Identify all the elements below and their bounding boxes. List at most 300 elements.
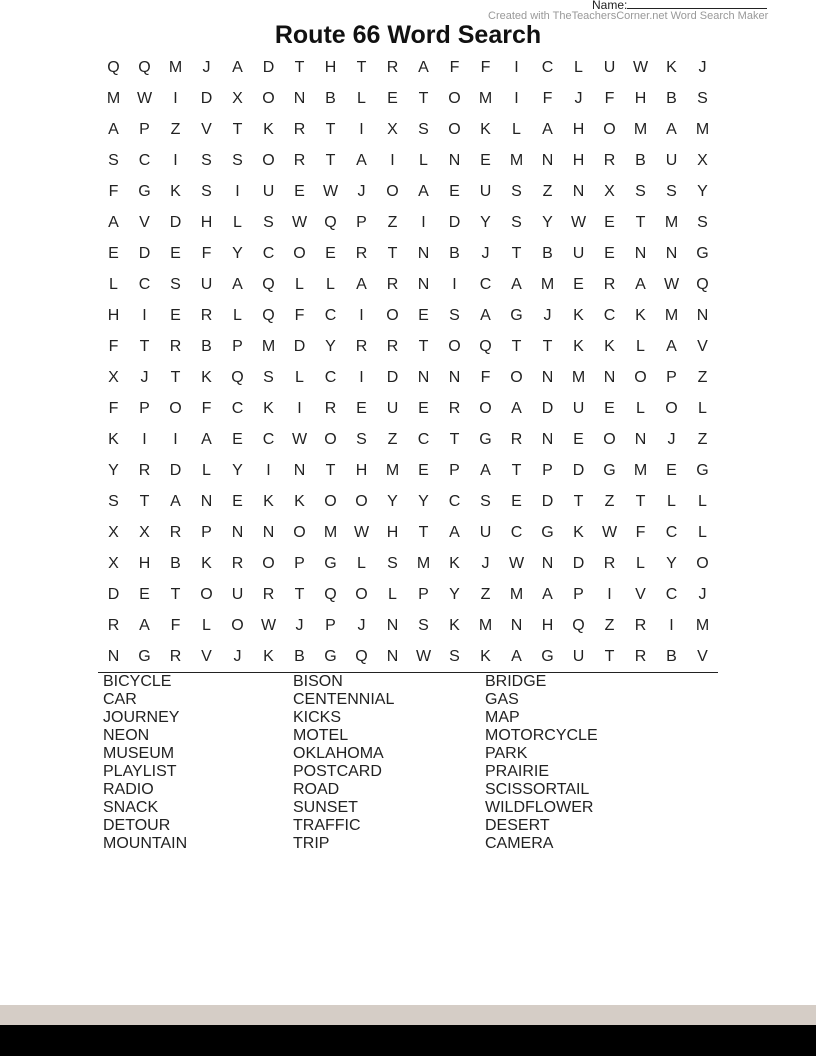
word-list-item: TRIP (293, 835, 330, 852)
grid-letter: Y (387, 492, 398, 510)
grid-letter: G (324, 554, 337, 572)
grid-letter: I (452, 275, 457, 293)
grid-letter: M (633, 461, 648, 479)
grid-letter: C (324, 368, 337, 386)
grid-letter: C (262, 430, 275, 448)
grid-letter: R (386, 275, 399, 293)
grid-letter: Q (696, 275, 709, 293)
grid-letter: A (511, 275, 522, 293)
grid-letter: V (635, 585, 646, 603)
grid-letter: N (386, 616, 399, 634)
grid-letter: S (201, 151, 212, 169)
grid-letter: U (572, 244, 585, 262)
grid-letter: O (448, 89, 461, 107)
grid-letter: N (417, 275, 430, 293)
grid-letter: T (542, 337, 553, 355)
grid-letter: T (387, 244, 398, 262)
grid-letter: G (541, 647, 554, 665)
grid-letter: K (263, 399, 274, 417)
grid-letter: F (635, 523, 646, 541)
grid-letter: U (572, 399, 585, 417)
grid-letter: N (293, 461, 306, 479)
word-list-item: MAP (485, 709, 520, 726)
grid-letter: I (266, 461, 271, 479)
grid-letter: U (386, 399, 399, 417)
grid-letter: I (607, 585, 612, 603)
grid-letter: M (323, 523, 338, 541)
grid-letter: M (261, 337, 276, 355)
grid-letter: J (481, 554, 490, 572)
grid-letter: D (169, 213, 182, 231)
grid-letter: I (669, 616, 674, 634)
grid-letter: P (294, 554, 305, 572)
grid-letter: Q (324, 213, 337, 231)
grid-letter: N (541, 151, 554, 169)
grid-letter: Y (232, 461, 243, 479)
grid-letter: R (231, 554, 244, 572)
grid-letter: S (697, 213, 708, 231)
grid-letter: J (481, 244, 490, 262)
grid-letter: E (449, 182, 460, 200)
grid-letter: U (572, 647, 585, 665)
grid-letter: L (636, 399, 645, 417)
grid-letter: O (448, 337, 461, 355)
grid-letter: C (138, 275, 151, 293)
grid-letter: O (262, 151, 275, 169)
grid-letter: N (634, 244, 647, 262)
grid-letter: Y (232, 244, 243, 262)
grid-letter: E (573, 430, 584, 448)
grid-letter: A (542, 120, 553, 138)
grid-letter: C (417, 430, 430, 448)
grid-letter: P (232, 337, 243, 355)
grid-letter: S (263, 368, 274, 386)
grid-letter: T (511, 244, 522, 262)
grid-letter: U (479, 182, 492, 200)
grid-letter: W (260, 616, 277, 634)
grid-letter: O (262, 554, 275, 572)
grid-letter: L (357, 554, 366, 572)
grid-letter: K (449, 554, 460, 572)
grid-letter: V (201, 120, 212, 138)
grid-letter: O (696, 554, 709, 572)
grid-letter: N (665, 244, 678, 262)
grid-letter: L (698, 399, 707, 417)
grid-letter: F (108, 399, 119, 417)
grid-letter: Y (449, 585, 460, 603)
grid-letter: R (603, 554, 616, 572)
word-list-item: POSTCARD (293, 763, 382, 780)
grid-letter: A (511, 399, 522, 417)
word-list (0, 673, 816, 853)
grid-letter: U (231, 585, 244, 603)
grid-letter: L (388, 585, 397, 603)
grid-letter: Y (542, 213, 553, 231)
grid-letter: E (232, 430, 243, 448)
grid-letter: T (232, 120, 243, 138)
grid-letter: M (416, 554, 431, 572)
grid-letter: D (541, 399, 554, 417)
grid-letter: I (514, 58, 519, 76)
grid-letter: J (357, 616, 366, 634)
grid-letter: M (478, 616, 493, 634)
grid-letter: O (355, 585, 368, 603)
grid-letter: D (107, 585, 120, 603)
grid-letter: X (108, 554, 119, 572)
grid-letter: H (200, 213, 213, 231)
grid-letter: J (202, 58, 211, 76)
grid-letter: W (291, 213, 308, 231)
grid-letter: M (571, 368, 586, 386)
grid-letter: B (170, 554, 181, 572)
grid-letter: J (233, 647, 242, 665)
grid-letter: K (573, 337, 584, 355)
grid-letter: N (386, 647, 399, 665)
grid-letter: C (448, 492, 461, 510)
grid-letter: R (324, 399, 337, 417)
grid-letter: O (634, 368, 647, 386)
grid-letter: E (170, 306, 181, 324)
grid-letter: N (293, 89, 306, 107)
grid-letter: H (355, 461, 368, 479)
grid-letter: D (169, 461, 182, 479)
grid-letter: O (169, 399, 182, 417)
grid-letter: P (325, 616, 336, 634)
grid-letter: H (386, 523, 399, 541)
word-list-item: SUNSET (293, 799, 358, 816)
grid-letter: P (449, 461, 460, 479)
grid-letter: B (542, 244, 553, 262)
grid-letter: V (697, 337, 708, 355)
letter-grid (98, 52, 718, 672)
word-list-item: PRAIRIE (485, 763, 550, 780)
grid-letter: E (387, 89, 398, 107)
grid-letter: T (325, 461, 336, 479)
grid-letter: F (201, 244, 212, 262)
grid-letter: Q (262, 275, 275, 293)
grid-letter: S (201, 182, 212, 200)
word-list-item: DETOUR (103, 817, 171, 834)
grid-letter: T (294, 585, 305, 603)
grid-letter: A (666, 337, 677, 355)
grid-letter: I (359, 120, 364, 138)
grid-letter: K (604, 337, 615, 355)
grid-letter: Q (479, 337, 492, 355)
grid-letter: M (633, 120, 648, 138)
grid-letter: Y (666, 554, 677, 572)
grid-letter: R (603, 275, 616, 293)
grid-letter: T (635, 213, 646, 231)
word-list-item: GAS (485, 691, 519, 708)
grid-letter: T (511, 461, 522, 479)
grid-letter: P (573, 585, 584, 603)
grid-letter: M (509, 151, 524, 169)
grid-letter: N (417, 368, 430, 386)
grid-letter: A (232, 275, 243, 293)
grid-letter: O (293, 244, 306, 262)
grid-letter: T (139, 337, 150, 355)
grid-letter: T (325, 120, 336, 138)
grid-letter: C (665, 585, 678, 603)
grid-letter: L (326, 275, 335, 293)
grid-letter: L (698, 492, 707, 510)
grid-letter: B (201, 337, 212, 355)
grid-letter: R (355, 337, 368, 355)
grid-letter: N (603, 368, 616, 386)
grid-letter: T (604, 647, 615, 665)
grid-letter: I (359, 368, 364, 386)
word-list-item: BISON (293, 673, 343, 690)
grid-letter: R (634, 616, 647, 634)
grid-letter: A (480, 461, 491, 479)
word-list-item: PLAYLIST (103, 763, 177, 780)
grid-letter: I (359, 306, 364, 324)
grid-letter: Q (355, 647, 368, 665)
grid-letter: O (200, 585, 213, 603)
grid-letter: R (448, 399, 461, 417)
grid-letter: G (696, 244, 709, 262)
grid-letter: I (235, 182, 240, 200)
grid-letter: T (573, 492, 584, 510)
grid-letter: L (636, 554, 645, 572)
grid-letter: S (511, 213, 522, 231)
grid-letter: N (417, 244, 430, 262)
grid-letter: J (698, 58, 707, 76)
word-list-item: CENTENNIAL (293, 691, 395, 708)
grid-letter: E (325, 244, 336, 262)
grid-letter: K (108, 430, 119, 448)
grid-letter: K (573, 306, 584, 324)
grid-letter: R (634, 647, 647, 665)
grid-letter: M (664, 306, 679, 324)
grid-letter: I (142, 306, 147, 324)
grid-letter: Q (138, 58, 151, 76)
grid-letter: O (231, 616, 244, 634)
grid-letter: F (480, 368, 491, 386)
grid-letter: J (357, 182, 366, 200)
grid-letter: T (635, 492, 646, 510)
grid-letter: I (173, 430, 178, 448)
grid-letter: A (201, 430, 212, 448)
grid-letter: K (201, 554, 212, 572)
word-list-item: ROAD (293, 781, 340, 798)
grid-letter: I (142, 430, 147, 448)
word-list-item: RADIO (103, 781, 154, 798)
grid-letter: N (107, 647, 120, 665)
grid-letter: L (698, 523, 707, 541)
grid-letter: K (635, 306, 646, 324)
grid-letter: I (173, 89, 178, 107)
grid-letter: B (666, 647, 677, 665)
grid-letter: T (418, 337, 429, 355)
grid-letter: X (108, 523, 119, 541)
grid-letter: N (510, 616, 523, 634)
grid-letter: H (138, 554, 151, 572)
grid-letter: W (663, 275, 680, 293)
grid-letter: L (202, 616, 211, 634)
grid-letter: T (511, 337, 522, 355)
grid-letter: Q (107, 58, 120, 76)
word-list-item: SCISSORTAIL (485, 781, 590, 798)
grid-letter: N (448, 151, 461, 169)
grid-letter: G (479, 430, 492, 448)
grid-letter: J (543, 306, 552, 324)
grid-letter: P (201, 523, 212, 541)
word-list-item: NEON (103, 727, 150, 744)
word-list-item: KICKS (293, 709, 342, 726)
grid-letter: M (695, 616, 710, 634)
grid-letter: F (170, 616, 181, 634)
grid-letter: A (356, 151, 367, 169)
grid-letter: K (480, 120, 491, 138)
grid-letter: W (601, 523, 618, 541)
grid-letter: G (541, 523, 554, 541)
word-list-item: CAMERA (485, 835, 554, 852)
grid-letter: L (202, 461, 211, 479)
grid-letter: D (541, 492, 554, 510)
grid-letter: U (262, 182, 275, 200)
grid-letter: F (480, 58, 491, 76)
grid-letter: G (603, 461, 616, 479)
grid-letter: R (200, 306, 213, 324)
credit-text: Created with TheTeachersCorner.net Word Search Maker (488, 10, 769, 22)
grid-letter: A (635, 275, 646, 293)
grid-letter: Q (262, 306, 275, 324)
grid-letter: S (263, 213, 274, 231)
grid-letter: D (448, 213, 461, 231)
grid-letter: X (139, 523, 150, 541)
word-list-item: MUSEUM (103, 745, 175, 762)
grid-letter: I (421, 213, 426, 231)
grid-letter: M (695, 120, 710, 138)
grid-letter: D (138, 244, 151, 262)
grid-letter: R (293, 120, 306, 138)
grid-letter: J (667, 430, 676, 448)
grid-letter: N (541, 430, 554, 448)
grid-letter: O (386, 182, 399, 200)
grid-letter: D (572, 461, 585, 479)
grid-letter: T (418, 523, 429, 541)
grid-letter: O (510, 368, 523, 386)
word-column (103, 673, 187, 853)
grid-letter: Q (572, 616, 585, 634)
word-list-item: TRAFFIC (293, 817, 361, 834)
word-column (293, 673, 394, 853)
grid-letter: O (665, 399, 678, 417)
word-list-item: PARK (485, 745, 528, 762)
grid-letter: A (170, 492, 181, 510)
grid-letter: H (324, 58, 337, 76)
grid-letter: Y (480, 213, 491, 231)
word-list-item: SNACK (103, 799, 159, 816)
grid-letter: A (480, 306, 491, 324)
grid-letter: C (231, 399, 244, 417)
grid-letter: S (232, 151, 243, 169)
grid-letter: P (139, 399, 150, 417)
grid-letter: C (262, 244, 275, 262)
grid-letter: L (574, 58, 583, 76)
grid-letter: E (604, 213, 615, 231)
grid-letter: Q (324, 585, 337, 603)
grid-letter: E (511, 492, 522, 510)
grid-letter: O (603, 120, 616, 138)
grid-letter: K (449, 616, 460, 634)
grid-letter: F (108, 337, 119, 355)
grid-letter: X (604, 182, 615, 200)
grid-letter: A (542, 585, 553, 603)
grid-letter: U (200, 275, 213, 293)
grid-letter: M (106, 89, 121, 107)
grid-letter: W (136, 89, 153, 107)
grid-letter: B (325, 89, 336, 107)
grid-letter: K (573, 523, 584, 541)
grid-letter: T (418, 89, 429, 107)
word-list-item: OKLAHOMA (293, 745, 384, 762)
grid-letter: A (139, 616, 150, 634)
grid-letter: N (262, 523, 275, 541)
grid-letter: A (108, 120, 119, 138)
grid-letter: L (233, 213, 242, 231)
grid-letter: R (169, 337, 182, 355)
grid-letter: L (419, 151, 428, 169)
grid-letter: R (510, 430, 523, 448)
grid-letter: S (666, 182, 677, 200)
word-list-item: BRIDGE (485, 673, 547, 690)
grid-letter: K (294, 492, 305, 510)
grid-letter: Z (604, 492, 615, 510)
grid-letter: T (449, 430, 460, 448)
grid-letter: Y (418, 492, 429, 510)
grid-letter: W (353, 523, 370, 541)
grid-letter: M (385, 461, 400, 479)
grid-letter: X (232, 89, 243, 107)
grid-letter: R (355, 244, 368, 262)
grid-letter: G (138, 182, 151, 200)
grid-letter: J (295, 616, 304, 634)
grid-letter: H (572, 120, 585, 138)
grid-letter: O (448, 120, 461, 138)
grid-letter: F (604, 89, 615, 107)
grid-letter: G (696, 461, 709, 479)
grid-letter: F (542, 89, 553, 107)
grid-letter: Z (387, 430, 398, 448)
grid-letter: M (540, 275, 555, 293)
word-list-item: MOTEL (293, 727, 349, 744)
grid-letter: P (139, 120, 150, 138)
grid-letter: P (418, 585, 429, 603)
grid-letter: T (139, 492, 150, 510)
grid-letter: W (570, 213, 587, 231)
word-column (485, 673, 598, 853)
grid-letter: M (664, 213, 679, 231)
grid-letter: N (541, 554, 554, 572)
grid-letter: S (170, 275, 181, 293)
grid-letter: M (478, 89, 493, 107)
grid-letter: I (173, 151, 178, 169)
grid-letter: B (666, 89, 677, 107)
grid-letter: E (418, 461, 429, 479)
grid-letter: O (324, 430, 337, 448)
grid-letter: E (418, 399, 429, 417)
grid-letter: E (604, 399, 615, 417)
word-list-item: BICYCLE (103, 673, 172, 690)
grid-letter: C (324, 306, 337, 324)
grid-letter: W (322, 182, 339, 200)
grid-letter: V (697, 647, 708, 665)
grid-letter: C (603, 306, 616, 324)
grid-letter: L (109, 275, 118, 293)
grid-letter: F (201, 399, 212, 417)
